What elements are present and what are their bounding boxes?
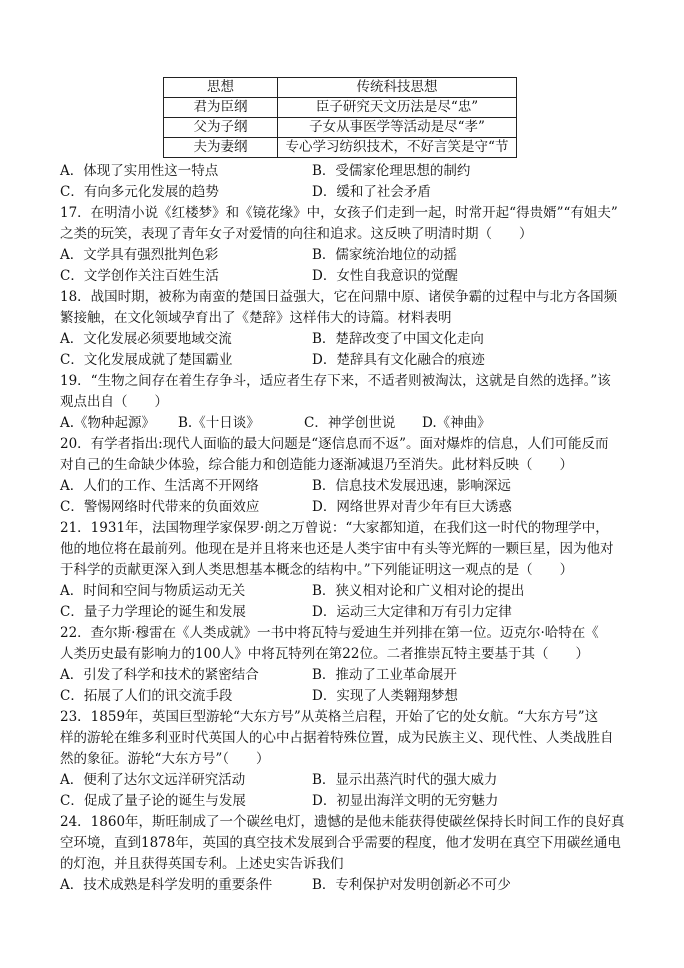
q19-option-d: D.《神曲》 — [422, 415, 491, 431]
q16-option-a: A．体现了实用性这一特点 — [60, 163, 219, 179]
q16-option-c: C．有向多元化发展的趋势 — [60, 184, 219, 200]
table-cell: 父为子纲 — [164, 118, 278, 138]
q21-option-b: B．狭义相对论和广义相对论的提出 — [312, 583, 525, 599]
q19-stem-1: 19．“生物之间存在着生存争斗，适应者生存下来，不适者则被淘汰，这就是自然的选择。”该 — [60, 373, 611, 389]
q22-stem-2: 人类历史最有影响力的100人》中将瓦特列在第22位。二者推崇瓦特主要基于其（ ） — [60, 646, 589, 662]
q20-stem-1: 20．有学者指出:现代人面临的最大问题是“逐信息而不返”。面对爆炸的信息，人们可能反而 — [60, 436, 609, 452]
thought-table — [163, 77, 517, 158]
q24-stem-1: 24．1860年，斯旺制成了一个碳丝电灯，遗憾的是他未能获得使碳丝保持长时间工作的良好真 — [60, 814, 625, 830]
q23-option-a: A．便利了达尔文远洋研究活动 — [60, 772, 246, 788]
q19-option-a: A.《物种起源》 — [60, 415, 156, 431]
q23-stem-3: 然的象征。游轮“大东方号”（ ） — [60, 751, 270, 767]
q22-stem-1: 22．查尔斯·穆雷在《人类成就》一书中将瓦特与爱迪生并列排在第一位。迈克尔·哈特在《 — [60, 625, 599, 641]
q19-option-b: B.《十日谈》 — [178, 415, 260, 431]
q18-stem-2: 繁接触，在文化领域孕育出了《楚辞》这样伟大的诗篇。材料表明 — [60, 310, 452, 326]
table-cell: 夫为妻纲 — [164, 138, 278, 158]
q24-option-a: A．技术成熟是科学发明的重要条件 — [60, 877, 273, 893]
q18-stem-1: 18．战国时期，被称为南蛮的楚国日益强大，它在问鼎中原、诸侯争霸的过程中与北方各国频 — [60, 289, 618, 305]
q18-option-b: B．楚辞改变了中国文化走向 — [312, 331, 484, 347]
q22-option-d: D．实现了人类翱翔梦想 — [312, 688, 458, 704]
q22-option-c: C．拓展了人们的讯交流手段 — [60, 688, 233, 704]
table-row — [164, 98, 517, 118]
q20-option-a: A．人们的工作、生活离不开网络 — [60, 478, 259, 494]
table-row — [164, 118, 517, 138]
table-cell: 子女从事医学等活动是尽“孝” — [278, 118, 517, 138]
q20-option-d: D．网络世界对青少年有巨大诱惑 — [312, 499, 512, 515]
q24-stem-2: 空环境，直到1878年，英国的真空技术发展到合乎需要的程度，他才发明在真空下用碳丝通电 — [60, 835, 621, 851]
q17-stem-2: 之类的玩笑，表现了青年女子对爱情的向往和追求。这反映了明清时期（ ） — [60, 226, 533, 242]
q18-option-c: C．文化发展成就了楚国霸业 — [60, 352, 233, 368]
table-header-row — [164, 78, 517, 98]
q23-option-c: C．促成了量子论的诞生与发展 — [60, 793, 246, 809]
q17-option-c: C．文学创作关注百姓生活 — [60, 268, 219, 284]
q20-option-b: B．信息技术发展迅速，影响深远 — [312, 478, 511, 494]
q17-option-b: B．儒家统治地位的动摇 — [312, 247, 457, 263]
table-row — [164, 138, 517, 158]
table-cell: 臣子研究天文历法是尽“忠” — [278, 98, 517, 118]
q21-stem-3: 于科学的贡献更深入到人类思想基本概念的结构中。”下列能证明这一观点的是（ ） — [60, 562, 574, 578]
q22-option-b: B．推动了工业革命展开 — [312, 667, 457, 683]
table-cell: 君为臣纲 — [164, 98, 278, 118]
q23-stem-2: 样的游轮在维多利亚时代英国人的心中占据着特殊位置，成为民族主义、现代性、人类战胜自 — [60, 730, 614, 746]
q16-option-b: B．受儒家伦理思想的制约 — [312, 163, 471, 179]
q23-stem-1: 23．1859年，英国巨型游轮“大东方号”从英格兰启程，开始了它的处女航。“大东方号”这 — [60, 709, 599, 725]
q21-option-d: D．运动三大定律和万有引力定律 — [312, 604, 512, 620]
table-header-cell: 思想 — [164, 78, 278, 98]
q24-stem-3: 的灯泡，并且获得英国专利。上述史实告诉我们 — [60, 856, 344, 872]
q16-option-d: D．缓和了社会矛盾 — [312, 184, 431, 200]
table-cell: 专心学习纺织技术，不好言笑是守“节 — [278, 138, 517, 158]
q20-stem-2: 对自己的生命缺少体验，综合能力和创造能力逐渐减退乃至消失。此材料反映（ ） — [60, 457, 573, 473]
q24-option-b: B．专利保护对发明创新必不可少 — [312, 877, 511, 893]
q18-option-a: A．文化发展必须要地域交流 — [60, 331, 232, 347]
q23-option-b: B．显示出蒸汽时代的强大威力 — [312, 772, 498, 788]
q21-stem-1: 21．1931年，法国物理学家保罗·朗之万曾说：“大家都知道，在我们这一时代的物理学中， — [60, 520, 609, 536]
q21-stem-2: 他的地位将在最前列。他现在是并且将来也还是人类宇宙中有头等光辉的一颗巨星，因为他对 — [60, 541, 614, 557]
q17-stem-1: 17．在明清小说《红楼梦》和《镜花缘》中，女孩子们走到一起，时常开起“得贵婿”“有姐夫” — [60, 205, 618, 221]
q21-option-c: C．量子力学理论的诞生和发展 — [60, 604, 246, 620]
q23-option-d: D．初显出海洋文明的无穷魅力 — [312, 793, 499, 809]
q19-option-c: C．神学创世说 — [304, 415, 396, 431]
q18-option-d: D．楚辞具有文化融合的痕迹 — [312, 352, 485, 368]
q17-option-d: D．女性自我意识的觉醒 — [312, 268, 458, 284]
q20-option-c: C．警惕网络时代带来的负面效应 — [60, 499, 260, 515]
q22-option-a: A．引发了科学和技术的紧密结合 — [60, 667, 259, 683]
table-header-cell: 传统科技思想 — [278, 78, 517, 98]
q19-stem-2: 观点出自（ ） — [60, 394, 168, 410]
q21-option-a: A．时间和空间与物质运动无关 — [60, 583, 246, 599]
q17-option-a: A．文学具有强烈批判色彩 — [60, 247, 219, 263]
